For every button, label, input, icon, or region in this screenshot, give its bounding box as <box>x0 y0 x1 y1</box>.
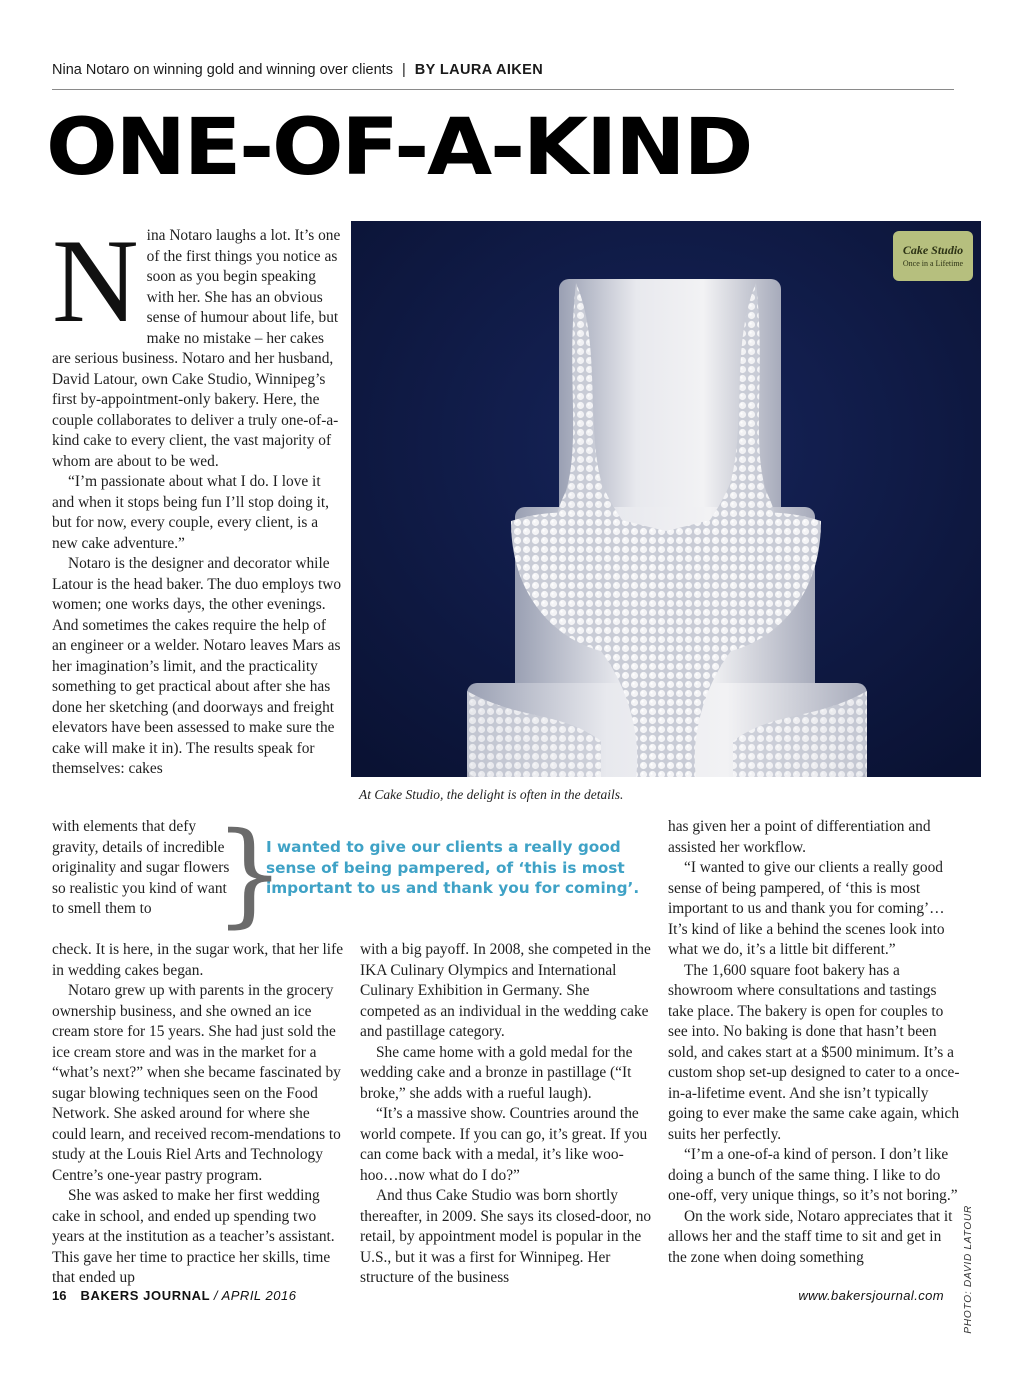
byline: BY LAURA AIKEN <box>414 62 544 78</box>
page-number: 16 <box>52 1288 67 1303</box>
kicker-separator: | <box>401 62 406 78</box>
footer-url[interactable]: www.bakersjournal.com <box>798 1288 944 1303</box>
paragraph: “I wanted to give our clients a really good sense of being pampered, of ‘this is most important to us and thank you for coming’… It’s kind of like a behind the scenes look into what we do, it’s a little bit different.” <box>668 859 945 958</box>
photo-caption: At Cake Studio, the delight is often in the details. <box>359 787 624 802</box>
paragraph: with elements that defy gravity, details of incredible originality and sugar flowers so realistic you kind of want to smell them to <box>52 818 230 917</box>
column-2 <box>360 940 652 1289</box>
paragraph: The 1,600 square foot bakery has a showroom where consultations and tastings take place. The bakery is open for couples to see into. No baking is done that hasn’t been sold, and cakes start at a $500 minimum. It’s a custom shop set-up designed to cater to a once-in-a-lifetime event. And she isn’t typically going to ever make the same cake again, which suits her perfectly. <box>668 961 960 1143</box>
header-rule <box>52 89 954 90</box>
paragraph: “It’s a massive show. Countries around the world compete. If you can go, it’s great. If you can come back with a medal, it’s like woo-hoo…now what do I do?” <box>360 1105 648 1184</box>
paragraph: check. It is here, in the sugar work, that her life in wedding cakes began. <box>52 941 344 979</box>
pullquote-brace: } <box>214 809 286 939</box>
photo-credit <box>963 1205 977 1375</box>
paragraph: Notaro grew up with parents in the grocery ownership business, and she owned an ice cream store for 15 years. She had just sold the ice cream store and was in the market for a “what’s next?” when she became fascinated by sugar blowing techniques seen on the Food Network. She asked around for where she could learn, and received recom-mendations to study at the Louis Riel Arts and Technology Centre’s one-year pastry program. <box>52 982 341 1184</box>
logo-tagline: Once in a Lifetime <box>902 259 964 268</box>
article-kicker-line <box>52 62 954 78</box>
paragraph: And thus Cake Studio was born shortly thereafter, in 2009. She says its closed-door, no retail, by appointment model is popular in the U.S., but it was a first for Winnipeg. Her structure of the business <box>360 1187 652 1286</box>
paragraph: She was asked to make her first wedding cake in school, and ended up spending two years at the institution as a teacher’s assistant. This gave her time to practice her skills, time that ended up <box>52 1187 335 1286</box>
article-kicker: Nina Notaro on winning gold and winning over clients <box>52 62 393 78</box>
paragraph: She came home with a gold medal for the wedding cake and a bronze in pastillage (“It broke,” she adds with a rueful laugh). <box>360 1043 633 1102</box>
paragraph: “I’m a one-of-a kind of person. I don’t like doing a bunch of the same thing. I like to do one-off, very unique things, so it’s not boring.” <box>668 1146 958 1204</box>
drop-cap: N <box>52 214 139 347</box>
paragraph: Notaro is the designer and decorator while Latour is the head baker. The duo employs two women; one works days, the other evenings. And sometimes the cakes require the help of an engineer or a welder. Notaro leaves Mars as her imagination’s limit, and the practicality something to get practical about after she has done her sketching (and doorways and freight elevators have been assessed to make sure the cake will make it in). The results speak for themselves: cakes <box>52 555 342 777</box>
cake-photo <box>351 221 981 777</box>
cake-illustration <box>351 221 981 777</box>
paragraph: ina Notaro laughs a lot. It’s one of the first things you notice as soon as you begin speaking with her. She has an obvious sense of humour about life, but make no mistake – her cakes are serious business. Notaro and her husband, David Latour, own Cake Studio, Winnipeg’s first by-appointment-only bakery. Here, the couple collaborates to deliver a truly one-of-a-kind cake to every client, the vast majority of whom are about to be wed. <box>52 227 341 470</box>
pull-quote: I wanted to give our clients a really good sense of being pampered, of ‘this is most important to us and thank you for coming’. <box>266 838 640 897</box>
headline: ONE-OF-A-KIND <box>46 103 752 193</box>
column-1-wrap <box>52 817 232 920</box>
paragraph: On the work side, Notaro appreciates that it allows her and the staff time to sit and get in the zone when doing something <box>668 1207 953 1266</box>
photo-credit-text: PHOTO: DAVID LATOUR <box>963 1205 974 1334</box>
footer-left <box>52 1288 296 1303</box>
paragraph: “I’m passionate about what I do. I love it and when it stops being fun I’ll stop doing it, but for now, every couple, every client, is a new cake adventure.” <box>52 473 330 552</box>
column-3 <box>668 817 960 1268</box>
issue-date: / APRIL 2016 <box>213 1288 297 1303</box>
paragraph: has given her a point of differentiation and assisted her workflow. <box>668 818 931 856</box>
column-1-bottom <box>52 940 344 1289</box>
logo-title: Cake Studio <box>902 243 964 257</box>
magazine-name: BAKERS JOURNAL <box>80 1288 211 1303</box>
cake-studio-logo <box>893 231 973 281</box>
column-1-top <box>52 214 344 780</box>
paragraph: with a big payoff. In 2008, she competed in the IKA Culinary Olympics and International Culinary Exhibition in Germany. She competed as an individual in the wedding cake and pastillage category. <box>360 941 651 1040</box>
